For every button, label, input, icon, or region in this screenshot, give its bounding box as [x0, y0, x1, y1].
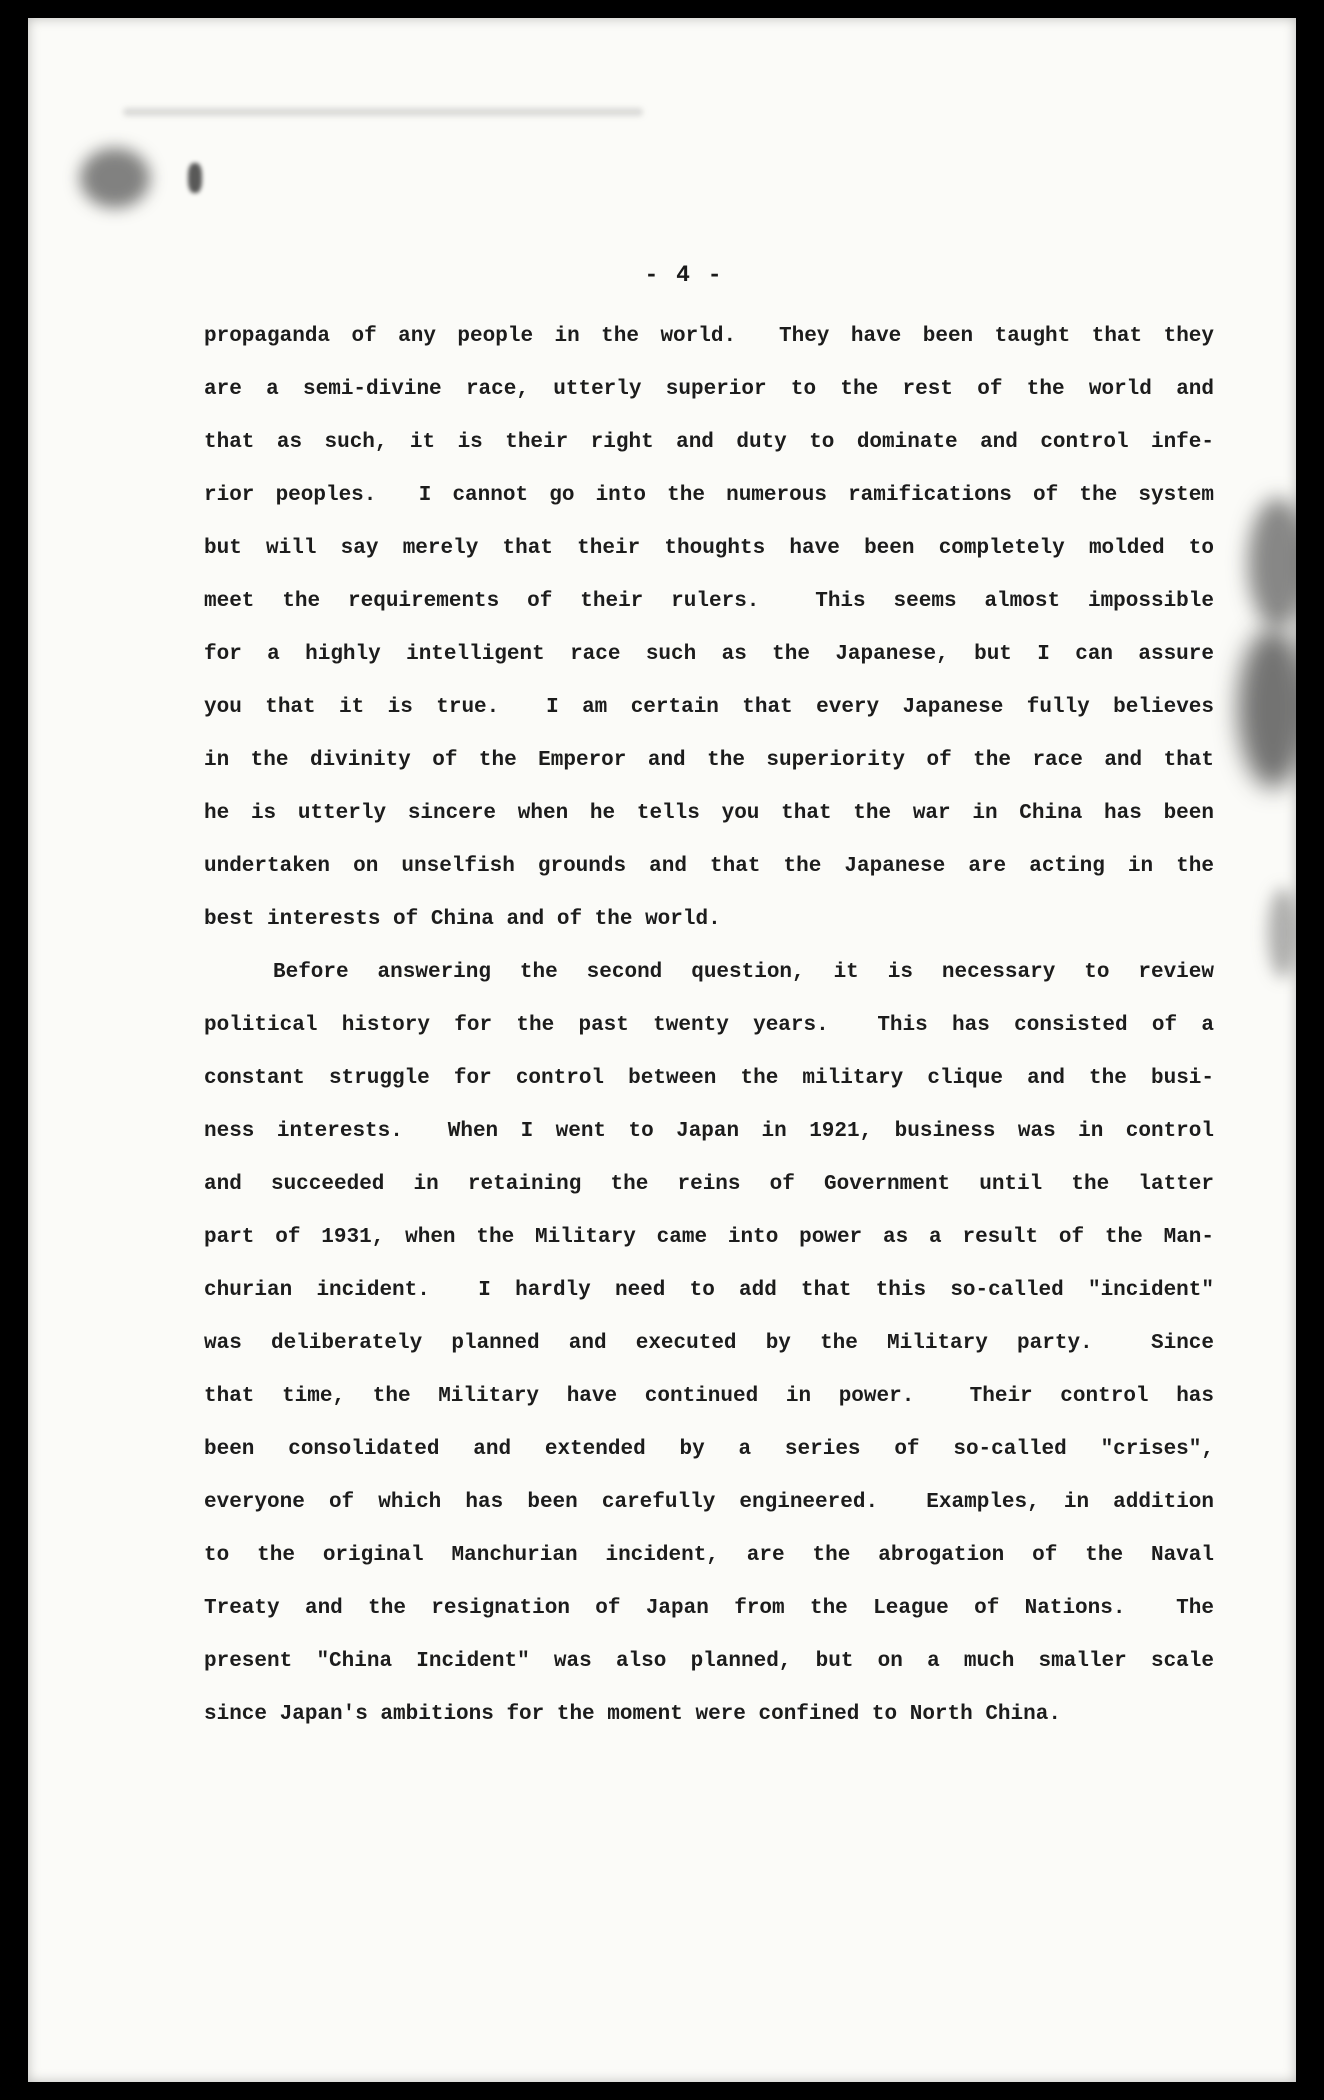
- text-line: meet the requirements of their rulers. This seems almost impossible: [204, 590, 1214, 613]
- text-line: part of 1931, when the Military came into power as a result of the Man-: [204, 1226, 1214, 1249]
- text-line: but will say merely that their thoughts have been completely molded to: [204, 537, 1214, 560]
- typed-body-text: [204, 310, 1214, 1741]
- scan-smudge: [1238, 628, 1296, 788]
- page-number: - 4 -: [644, 262, 724, 288]
- text-line: Before answering the second question, it is necessary to review: [273, 961, 1214, 984]
- text-line: since Japan's ambitions for the moment were confined to North China.: [204, 1703, 1061, 1726]
- text-line: and succeeded in retaining the reins of Government until the latter: [204, 1173, 1214, 1196]
- text-line: best interests of China and of the world.: [204, 908, 721, 931]
- text-line: ness interests. When I went to Japan in 1921, business was in control: [204, 1120, 1214, 1143]
- text-line: rior peoples. I cannot go into the numerous ramifications of the system: [204, 484, 1214, 507]
- text-line: are a semi-divine race, utterly superior to the rest of the world and: [204, 378, 1214, 401]
- text-line: been consolidated and extended by a series of so-called "crises",: [204, 1438, 1214, 1461]
- scan-smudge: [123, 108, 643, 116]
- text-line: for a highly intelligent race such as the Japanese, but I can assure: [204, 643, 1214, 666]
- text-line: you that it is true. I am certain that every Japanese fully believes: [204, 696, 1214, 719]
- text-line: undertaken on unselfish grounds and that the Japanese are acting in the: [204, 855, 1214, 878]
- text-line: churian incident. I hardly need to add that this so-called "incident": [204, 1279, 1214, 1302]
- text-line: everyone of which has been carefully engineered. Examples, in addition: [204, 1491, 1214, 1514]
- text-line: to the original Manchurian incident, are the abrogation of the Naval: [204, 1544, 1214, 1567]
- scan-smudge: [1248, 498, 1296, 628]
- scan-smudge: [188, 163, 202, 193]
- text-line: he is utterly sincere when he tells you that the war in China has been: [204, 802, 1214, 825]
- text-line: political history for the past twenty years. This has consisted of a: [204, 1014, 1214, 1037]
- document-page: [28, 18, 1296, 2082]
- text-line: that as such, it is their right and duty to dominate and control infe-: [204, 431, 1214, 454]
- text-line: that time, the Military have continued in power. Their control has: [204, 1385, 1214, 1408]
- scan-smudge: [80, 148, 150, 208]
- text-line: was deliberately planned and executed by the Military party. Since: [204, 1332, 1214, 1355]
- text-line: propaganda of any people in the world. They have been taught that they: [204, 325, 1214, 348]
- text-line: in the divinity of the Emperor and the superiority of the race and that: [204, 749, 1214, 772]
- text-line: constant struggle for control between the military clique and the busi-: [204, 1067, 1214, 1090]
- scan-smudge: [1268, 888, 1296, 978]
- text-line: Treaty and the resignation of Japan from the League of Nations. The: [204, 1597, 1214, 1620]
- text-line: present "China Incident" was also planned, but on a much smaller scale: [204, 1650, 1214, 1673]
